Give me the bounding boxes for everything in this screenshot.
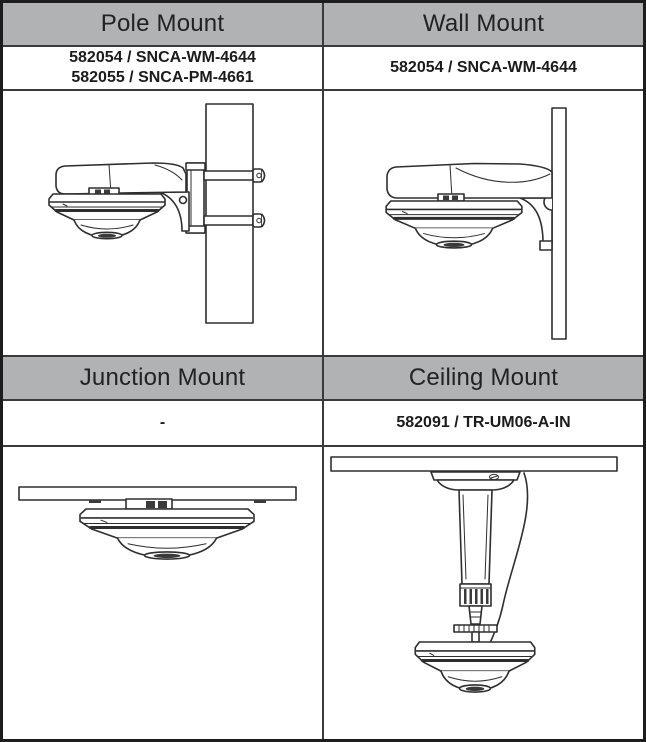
pole-mount-drawing-cell — [3, 91, 322, 355]
mount-arm-drawing — [520, 194, 552, 250]
fisheye-camera-drawing — [386, 201, 522, 248]
wall-mount-header — [324, 3, 643, 45]
ceiling-mount-part-numbers — [324, 401, 643, 445]
ceiling-bar-drawing — [19, 487, 296, 500]
pole-mount-diagram — [3, 91, 322, 355]
camera-housing-drawing — [56, 163, 186, 194]
wall-mount-part-numbers — [324, 47, 643, 89]
part-number: 582054 / SNCA-WM-4644 — [69, 49, 256, 66]
part-number: 582055 / SNCA-PM-4661 — [71, 69, 254, 86]
ceiling-mount-header — [324, 357, 643, 399]
pole-mount-header — [3, 3, 322, 45]
pole-mount-title: Pole Mount — [100, 10, 225, 37]
wall-mount-diagram — [324, 91, 643, 355]
junction-mount-drawing-cell — [3, 447, 322, 739]
fisheye-camera-drawing — [415, 642, 534, 692]
pole-mount-part-numbers — [3, 47, 322, 89]
fisheye-camera-drawing — [49, 194, 165, 239]
junction-mount-title: Junction Mount — [79, 364, 246, 391]
cable-drawing — [490, 473, 528, 643]
connector-drawing — [438, 194, 464, 201]
pole-drawing — [206, 104, 253, 323]
wall-drawing — [552, 108, 566, 339]
ceiling-mount-drawing-cell — [324, 447, 643, 739]
part-number: 582091 / TR-UM06-A-IN — [396, 414, 571, 431]
ceiling-bar-drawing — [331, 457, 617, 471]
junction-mount-part-numbers — [3, 401, 322, 445]
junction-mount-diagram — [3, 447, 322, 739]
wall-mount-drawing-cell — [324, 91, 643, 355]
ceiling-mount-diagram — [324, 447, 643, 739]
ceiling-mount-title: Ceiling Mount — [408, 364, 559, 391]
junction-mount-header — [3, 357, 322, 399]
wall-mount-title: Wall Mount — [422, 10, 545, 37]
part-number: 582054 / SNCA-WM-4644 — [390, 59, 577, 76]
part-number: - — [159, 414, 166, 431]
fisheye-camera-drawing — [80, 509, 254, 559]
pendant-mount-drawing — [431, 472, 520, 642]
camera-housing-drawing — [387, 164, 552, 199]
